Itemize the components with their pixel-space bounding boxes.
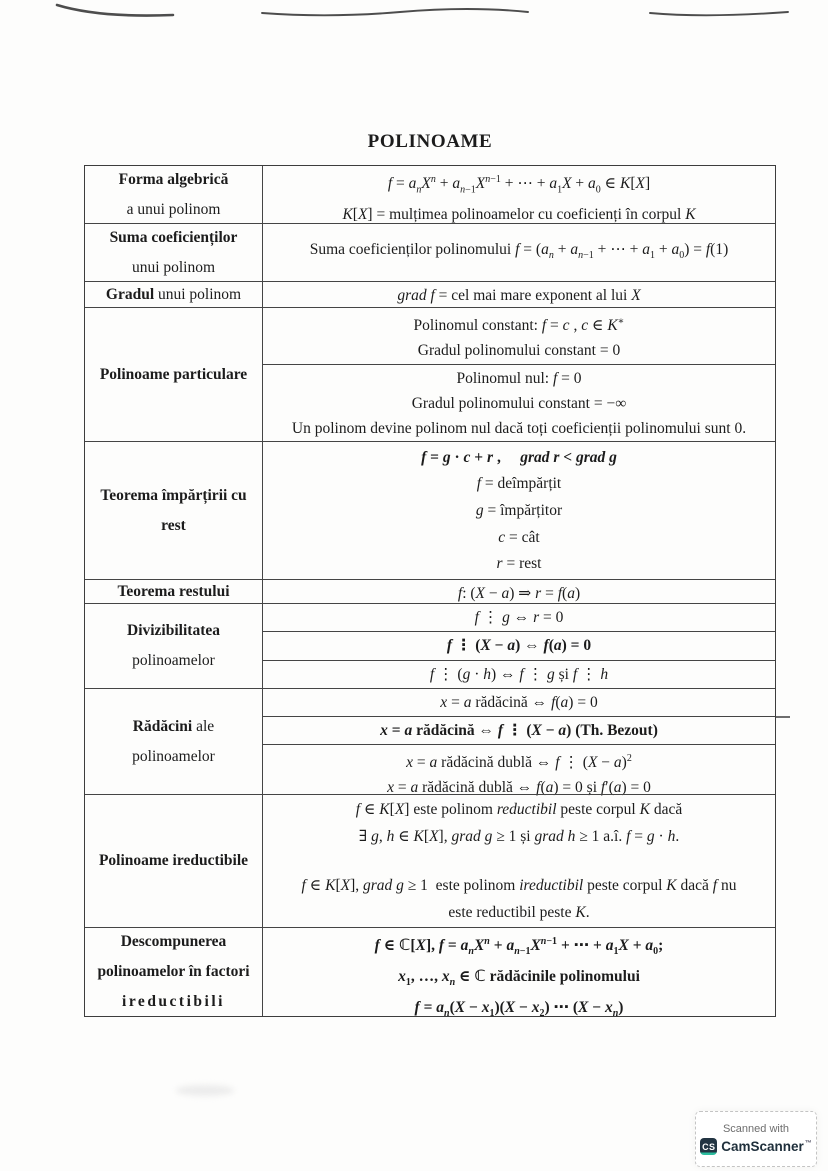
content-segment — [263, 795, 775, 927]
row-label — [85, 308, 263, 441]
row-label — [85, 795, 263, 927]
label-line: Divizibilitatea — [127, 622, 220, 639]
row-label — [85, 580, 263, 603]
content-segment — [263, 744, 775, 801]
content-segment — [263, 660, 775, 688]
formula-line: f ⋮ (X − a) ⇔ f(a) = 0 — [446, 637, 592, 655]
badge-app-name-text: CamScanner — [721, 1139, 804, 1154]
formula-line: f ∈ ℂ[X], $f = a_nX^n + a_{n-1}X^{n-1}$ + ⋯ + $a_1X + a_0$; — [374, 936, 664, 958]
content-segment — [263, 364, 775, 442]
row-label — [85, 442, 263, 579]
formula-line: f ⋮ g ⇔ r = 0 — [474, 609, 564, 627]
formula-line: $x_1$, …, $x_n$ ∈ ℂ rădăcinile polinomului — [398, 968, 640, 989]
formula-line: este reductibil peste K. — [448, 903, 590, 921]
content-segment — [263, 631, 775, 659]
row-content — [263, 442, 775, 579]
formula-line: x = a rădăcină dublă ⇔ f ⋮ $(X - a)^2$ — [406, 753, 632, 772]
camscanner-logo-text: CS — [702, 1141, 716, 1152]
formula-line: c = cât — [498, 528, 540, 546]
content-segment — [263, 716, 775, 744]
row-label — [85, 282, 263, 307]
table-row — [85, 307, 775, 441]
content-segment — [263, 689, 775, 716]
table-row — [85, 223, 775, 281]
formula-line: f ∈ K[X], grad g ≥ 1 este polinom ireductibil peste corpul K dacă f nu — [301, 877, 737, 895]
table-row — [85, 603, 775, 688]
row-label — [85, 224, 263, 281]
row-label — [85, 604, 263, 688]
label-line: Rădăcini ale — [132, 717, 215, 735]
table-row — [85, 794, 775, 927]
row-content — [263, 580, 775, 603]
formula-line: x = a rădăcină dublă ⇔ f(a) = 0 și f′(a) = 0 — [387, 779, 651, 797]
table-row — [85, 441, 775, 579]
formula-line: Polinomul constant: f = c , c ∈ K∗ — [413, 316, 625, 335]
label-line: Forma algebrică — [118, 170, 229, 188]
label-line: Teorema împărțirii cu — [100, 486, 247, 504]
scan-line-artifact — [776, 716, 790, 718]
formula-line: x = a rădăcină ⇔ f ⋮ (X − a) (Th. Bezout) — [380, 722, 658, 739]
label-line: polinoamelor — [132, 652, 215, 669]
formula-line: K[X] = mulțimea polinoamelor cu coeficienți în corpul K — [342, 206, 696, 224]
camscanner-badge — [695, 1111, 817, 1167]
formula-line: f ∈ K[X] este polinom reductibil peste corpul K dacă — [355, 801, 683, 819]
formula-line: Gradul polinomului constant = −∞ — [411, 395, 627, 413]
content-segment — [263, 308, 775, 364]
row-label — [85, 689, 263, 794]
badge-brand-row — [700, 1138, 812, 1155]
table-row — [85, 927, 775, 1020]
formula-line: Gradul polinomului constant = 0 — [417, 342, 621, 360]
label-line: Suma coeficienților — [109, 228, 238, 246]
label-line: ireductibili — [122, 993, 225, 1010]
formula-line: r = rest — [496, 555, 542, 573]
formula-line: $f = a_n(X - x_1)(X - x_2)$ ⋯ $(X - x_n)$ — [414, 999, 624, 1020]
formula-line: f = deîmpărțit — [476, 475, 562, 493]
formula-line: f ⋮ (g · h) ⇔ f ⋮ g și f ⋮ h — [429, 665, 609, 683]
row-content — [263, 224, 775, 281]
trademark-symbol: ™ — [804, 1140, 812, 1147]
table-row — [85, 579, 775, 603]
formula-line: x = a rădăcină ⇔ f(a) = 0 — [440, 694, 598, 711]
row-label — [85, 928, 263, 1016]
row-content — [263, 604, 775, 688]
formula-line: grad f = cel mai mare exponent al lui X — [397, 287, 641, 304]
row-content — [263, 689, 775, 797]
label-line: Polinoame ireductibile — [98, 852, 249, 869]
badge-scanned-with-label: Scanned with — [722, 1123, 790, 1135]
formula-line: f = g · c + r , grad r < grad g — [421, 448, 617, 466]
page-title: POLINOAME — [367, 131, 493, 152]
formula-line: ∃ g, h ∈ K[X], grad g ≥ 1 și grad h ≥ 1 a.î. f = g · h. — [358, 827, 680, 845]
content-segment — [263, 224, 775, 281]
page-curl-marks — [0, 0, 828, 28]
table-row — [85, 166, 775, 223]
label-line: a unui polinom — [126, 200, 221, 218]
label-line: polinoamelor în factori — [97, 963, 250, 980]
label-line: rest — [161, 516, 186, 534]
table-row — [85, 281, 775, 307]
row-label — [85, 166, 263, 223]
formula-line: $f = a_nX^n + a_{n-1}X^{n-1}$ + ⋯ + $a_1X + a_0$ ∈ K[X] — [387, 174, 651, 196]
content-segment — [263, 442, 775, 579]
label-line: Polinoame particulare — [99, 365, 248, 383]
row-content — [263, 166, 775, 223]
label-line: unui polinom — [131, 258, 216, 276]
label-line: polinoamelor — [132, 747, 215, 765]
content-segment — [263, 166, 775, 228]
content-segment — [263, 928, 775, 1027]
scan-smudge — [176, 1085, 234, 1096]
row-content — [263, 308, 775, 441]
formula-line: g = împărțitor — [475, 501, 563, 519]
row-content — [263, 282, 775, 307]
badge-app-name — [721, 1139, 812, 1154]
content-segment — [263, 282, 775, 309]
label-line: Gradul unui polinom — [105, 285, 242, 303]
formula-line: Polinomul nul: f = 0 — [456, 370, 582, 388]
formula-line: Un polinom devine polinom nul dacă toți coeficienții polinomului sunt 0. — [291, 420, 747, 438]
row-content — [263, 928, 775, 1020]
polynomials-table — [84, 165, 776, 1020]
row-content — [263, 795, 775, 927]
formula-line: f: (X − a) ⇒ r = f(a) — [457, 585, 581, 602]
formula-line — [269, 850, 769, 872]
formula-line: Suma coeficienților polinomului $f = (a_n + a_{n-1}$ + ⋯ + $a_1 + a_0) = f(1)$ — [309, 240, 729, 262]
content-segment — [263, 604, 775, 631]
table-row — [85, 688, 775, 797]
label-line: Descompunerea — [120, 933, 227, 950]
camscanner-logo-icon — [700, 1138, 717, 1155]
label-line: Teorema restului — [117, 582, 230, 600]
